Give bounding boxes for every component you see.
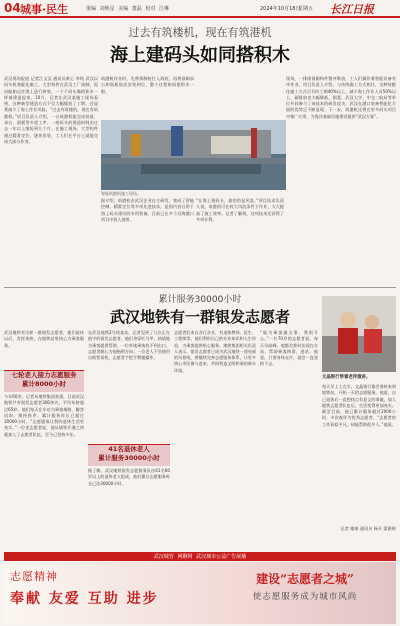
- issue-weekday: 星期五: [298, 6, 314, 12]
- story2-column-1b: 今年60岁，记者从地铁集团获悉，目前武汉地铁共有银发志愿者300余名，平均年龄超过65岁。他们每天在车站为乘客指路、解答问询、维持秩序，累计服务时长已超过30000小时。“志愿服务让我的退休生活更充实。”一位老志愿者说，他从地铁开通之初就加入了志愿者队伍，至今已坚持多年。: [4, 394, 84, 437]
- ad-slogan-line-2: 奉献 友爱 互助 进步: [10, 591, 159, 607]
- issue-date: 2024年10月18日: [260, 6, 301, 12]
- story2-column-2b: 据了解，武汉地铁银发志愿服务队由41名60岁以上的退休老人组成，他们累计志愿服务时长已达30000小时。: [88, 468, 170, 486]
- story2-photo: [322, 296, 396, 372]
- ad-headline: 建设“志愿者之城”: [256, 572, 354, 586]
- story1-column-1: 武汉现场报道 记者江文汉 通讯员黄心 李筠 武汉以码头机装配化施工，大型构件在武汉工厂预制，再由船舶运往海上进行拼装，一个个码头像搭积木一样被建造起来。10月，记者在武汉某施工现场看到，这种新型建造方式不仅大幅缩短了工期，还显著减少了海上作业风险。“过去有筑楼机，现在有筑港机。”项目负责人介绍，一台筑港机能完成桩基、承台、面板等多道工序，一座码头的建造时间由过去一年以上缩短到几个月。在施工现场，大型构件通过精准定位、逐块吊装，工人们在平台上就能完成大部分作业。: [4, 76, 98, 144]
- story2-column-3: 志愿者们来自各行各业，有退休教师、医生、工程师等。他们利用自己的专业知识和人生经验，为乘客提供贴心服务。地铁集团相关负责人表示，银发志愿者已成为武汉地铁一道亮丽的风景线，将继续完善志愿服务体系，让更多热心市民参与进来，共同营造文明和谐的乘车环境。: [174, 330, 256, 373]
- story1-column-2c: “在海上建码头，最怕的是风浪。”项目技术负责人说，筑港机可在较大风浪条件下作业，大大提高了施工效率。记者了解到，这项技术还获得了多项专利。: [196, 198, 284, 222]
- story2-column-1: 武汉地铁有这样一群银发志愿者，他们退休以后，发挥余热，在地铁站里热心为乘客服务。: [4, 330, 84, 348]
- story1-column-2b: 据介绍，筑港机由武汉企业自主研发，集成了智能控制、精准定位等多项先进技术，是国内首台用于海上码头建设的专用装备。目前已在多个沿海港口项目中投入使用。: [101, 198, 194, 222]
- story2-subhead-1: 七轮老人接力志愿服务 累计8000小时: [4, 370, 84, 392]
- story1-kicker: 过去有筑楼机，现在有筑港机: [128, 26, 272, 39]
- story1-photo-caption: 智能筑港机施工现场。: [101, 191, 141, 196]
- story1-headline: 海上建码头如同搭积木: [110, 45, 290, 66]
- editor-credits: 策编 刘焕星 美编 董磊 校对 江琳: [86, 6, 169, 12]
- ad-slogan-line-1: 志愿精神: [10, 570, 58, 583]
- story2-column-4: “能为乘客做点事，我很开心。”一位70岁的志愿者说。每天早高峰，他都会准时出现在车站，帮助乘客购票、进站。他说，只要身体允许，就会一直坚持下去。: [260, 330, 318, 367]
- page-number: 04: [4, 1, 21, 15]
- story2-column-2: 在武汉地铁2号线某站，记者见到了几位正在值守的银发志愿者。他们身穿红马甲，热情地为乘客提供帮助。一位外地乘客找不到出口，志愿者耐心为他指明方向；一位老人不会使用自助售票机，志愿者手把手教她操作。: [88, 330, 170, 361]
- story2-headline: 武汉地铁有一群银发志愿者: [109, 308, 290, 326]
- ad-subline: 使志愿服务成为城市风尚: [252, 592, 358, 602]
- story1-column-2: 筑港机作业时，先将预制桩打入海底，再将预制承台和面板依次安装到位，整个过程如同搭积木一般。: [101, 76, 194, 94]
- section-divider: [4, 287, 396, 288]
- ad-banner-bar-text: 武汉城管 网聊网 武汉城市公益广告展播: [153, 554, 247, 560]
- section-title: 城事·民生: [20, 3, 69, 16]
- story1-photo: [101, 120, 286, 190]
- story2-photo-caption: 文晶银行带着老伴演讲。: [322, 375, 371, 380]
- story2-kicker: 累计服务30000小时: [158, 295, 242, 305]
- story1-column-3: 现场，一排排预制构件整齐堆放，工人们操作着智能设备有序作业。项目负责人介绍，与传统施工方式相比，这种装配化施工方式可节约工期40%以上，减少海上作业人员50%以上，碳排放也大幅降低。据悉，武汉大学、中交二航局等单位共同参与了该技术的研发攻关，武汉在港口装备智能化方面的优势正不断显现。下一步，筑港机还将在更多码头项目中推广应用，为海洋基础设施建设提供“武汉方案”。: [286, 76, 396, 119]
- story2-subhead-2: 41名退休老人 累计服务30000小时: [88, 444, 170, 466]
- story2-byline: 记者 谢康 通讯员 杨开 蒙雅婷: [340, 526, 396, 531]
- newspaper-logo: 长江日报: [330, 3, 374, 16]
- story2-column-5: 每天早上七点半，文晶银行都会准时来到地铁站，开始一天的志愿服务。他说，自己退休后一直想找点有意义的事做，加入地铁志愿者队伍后，生活变得更加充实。截至目前，他已累计服务超过2000小时，多次被评为优秀志愿者。“志愿者的工作看似平凡，却能帮助很多人。”他说。: [322, 384, 396, 427]
